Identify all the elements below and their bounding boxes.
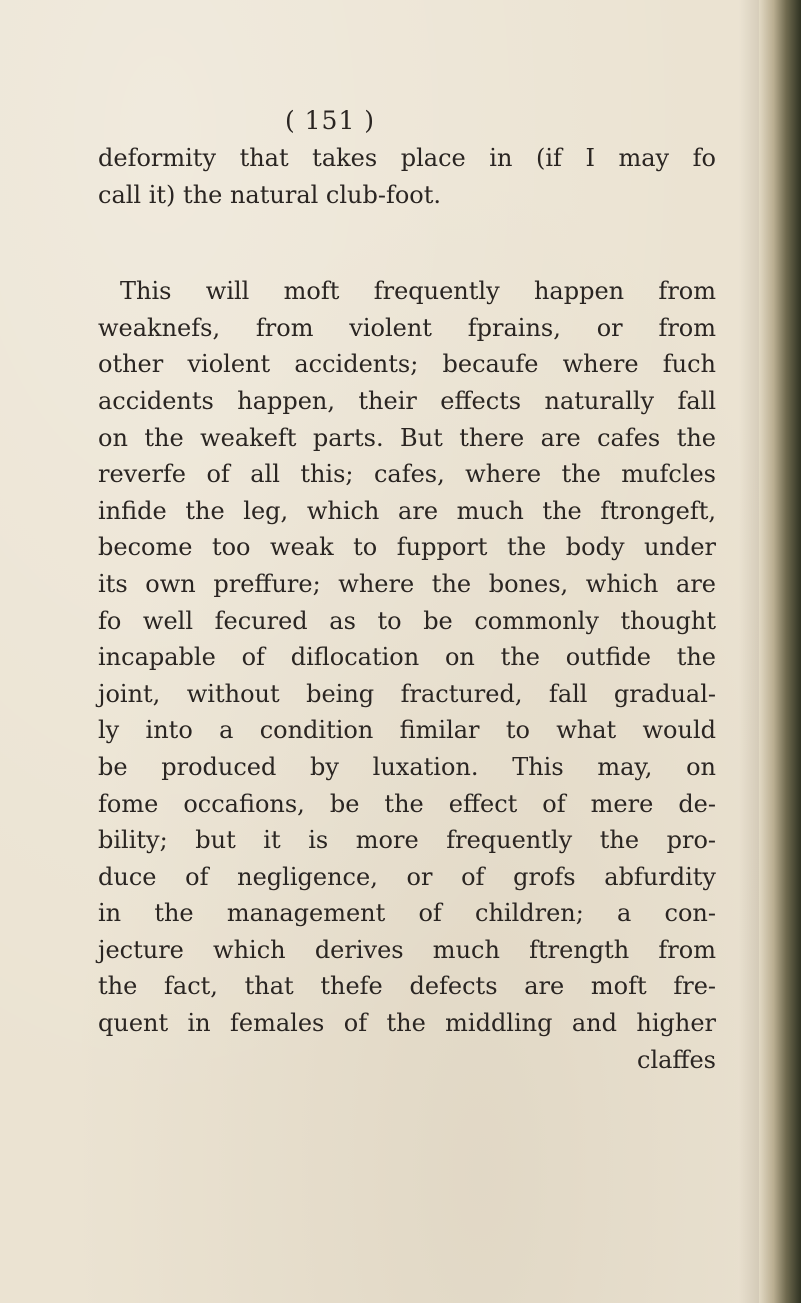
text-line: joint, without being fractured, fall gradual-	[98, 679, 716, 708]
text-line: in the management of children; a con-	[98, 899, 716, 928]
page-number: ( 151 )	[284, 106, 376, 135]
text-line: duce of negligence, or of grofs abfurdity	[98, 862, 716, 891]
text-line: incapable of diflocation on the outfide the	[98, 643, 716, 672]
body-text	[98, 140, 716, 1078]
text-line: become too weak to fupport the body under	[98, 533, 716, 562]
text-line: accidents happen, their effects naturally fall	[98, 386, 716, 415]
text-line: fo well fecured as to be commonly thought	[98, 606, 716, 635]
paragraph-2	[98, 273, 716, 1041]
paragraph-gap	[98, 213, 716, 273]
text-line: weaknefs, from violent fprains, or from	[98, 313, 716, 342]
book-binding-edge	[759, 0, 801, 1303]
text-line: call it) the natural club-foot.	[98, 180, 442, 209]
text-line: on the weakeft parts. But there are cafes the	[98, 423, 716, 452]
text-line: quent in females of the middling and higher	[98, 1009, 716, 1038]
text-line: fome occafions, be the effect of mere de-	[98, 789, 716, 818]
text-line: bility; but it is more frequently the pro-	[98, 826, 716, 855]
text-line: deformity that takes place in (if I may fo	[98, 144, 716, 172]
text-line: infide the leg, which are much the ftrongeft,	[98, 496, 716, 525]
text-line: other violent accidents; becaufe where fuch	[98, 350, 716, 379]
catchword: claffes	[637, 1045, 716, 1074]
text-line: ly into a condition fimilar to what would	[98, 716, 716, 745]
text-line: reverfe of all this; cafes, where the mufcles	[98, 460, 716, 489]
text-line: jecture which derives much ftrength from	[98, 935, 716, 964]
text-line: its own preffure; where the bones, which are	[98, 569, 716, 598]
text-line: be produced by luxation. This may, on	[98, 752, 716, 781]
binding-shadow	[739, 0, 759, 1303]
text-line: This will moft frequently happen from	[120, 277, 716, 306]
paragraph-1	[98, 140, 716, 213]
text-line: the fact, that thefe defects are moft fre-	[98, 972, 716, 1001]
